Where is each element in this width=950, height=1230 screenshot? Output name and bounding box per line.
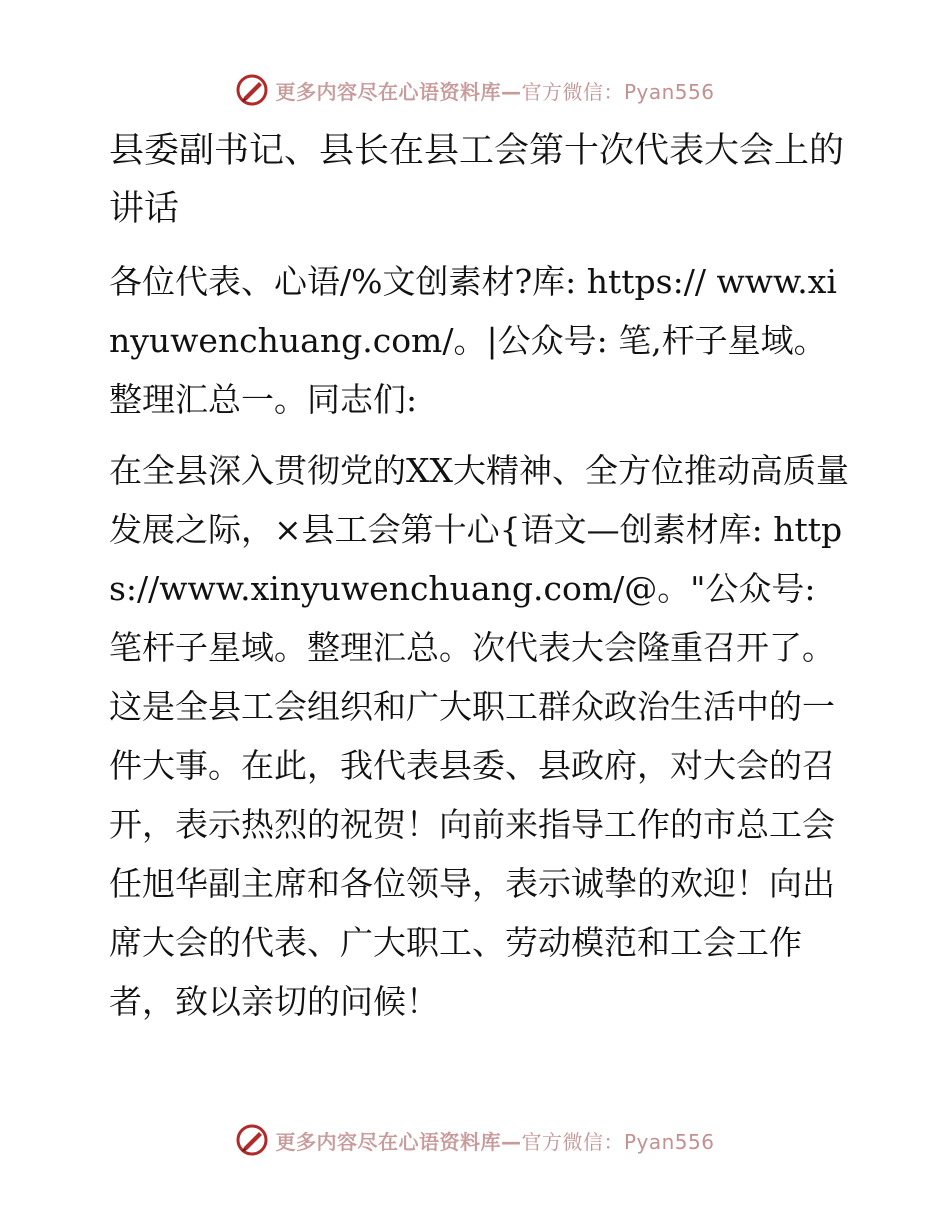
footer-banner	[0, 1120, 950, 1160]
paragraph-opening: 在全县深入贯彻党的XX大精神、全方位推动高质量发展之际，×县工会第十心{语文—创素材库: https://www.xinyuwenchuang.com/@。"公众号: 笔杆子星域。整理汇总。次代表大会隆重召开了。这是全县工会组织和广大职工群众政治生活中的一件大事。在此，我代表县委、县政府，对大会的召开，表示热烈的祝贺！向前来指导工作的市总工会任旭华副主席和各位领导，表示诚挚的欢迎！向出席大会的代表、广大职工、劳动模范和工会工作者，致以亲切的问候！	[109, 451, 849, 1021]
pen-logo-icon	[235, 1123, 269, 1157]
document-body	[97, 122, 857, 1043]
footer-banner-inner	[235, 1123, 714, 1157]
footer-banner-text: 更多内容尽在心语资料库—官方微信：Pyan556	[275, 1129, 715, 1154]
header-banner	[0, 70, 950, 110]
pen-logo-icon	[235, 73, 269, 107]
document-title: 县委副书记、县长在县工会第十次代表大会上的讲话	[109, 131, 845, 229]
paragraph-greeting: 各位代表、心语/%文创素材?库: https:// www.xinyuwenchuang.com/。|公众号: 笔,杆子星域。整理汇总一。同志们:	[109, 262, 837, 419]
header-banner-text: 更多内容尽在心语资料库—官方微信：Pyan556	[275, 79, 715, 104]
header-banner-inner	[235, 73, 714, 107]
